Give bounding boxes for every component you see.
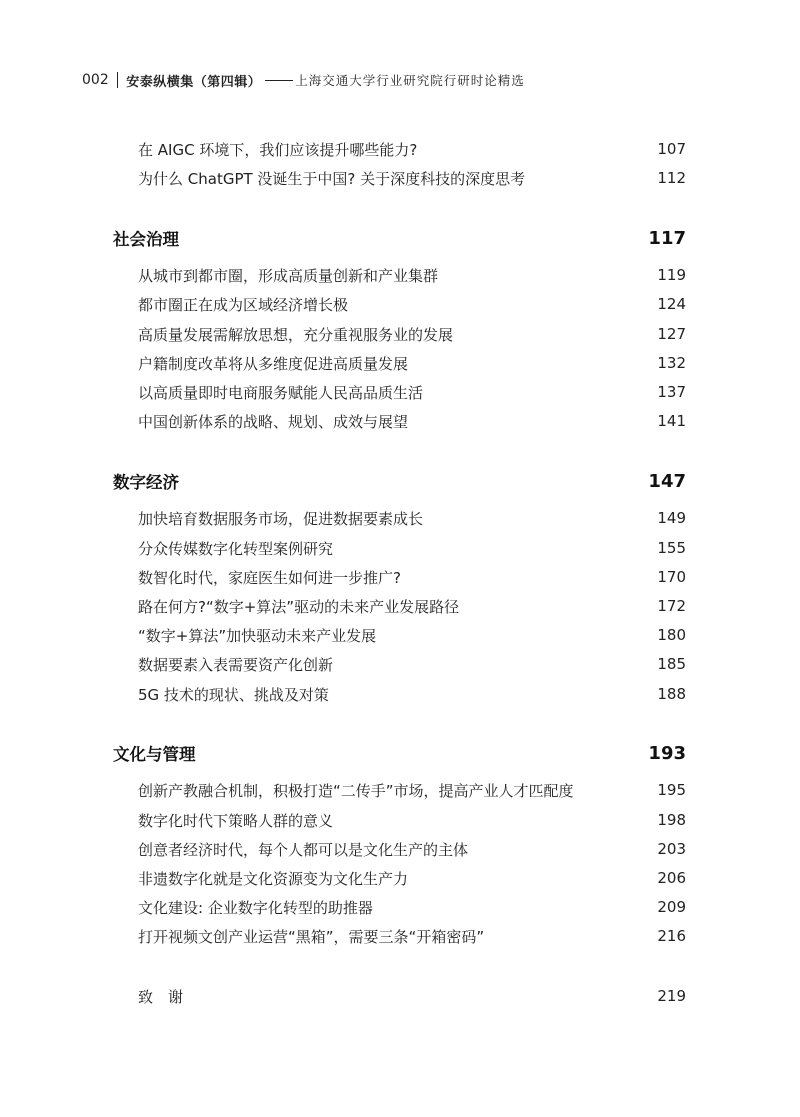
toc-entry[interactable] — [138, 594, 686, 618]
toc-entry-title: 数字化时代下策略人群的意义 — [138, 811, 334, 830]
toc-entry-page: 185 — [657, 655, 686, 673]
section-name: 数字经济 — [113, 473, 179, 492]
toc-entry-page: 112 — [657, 169, 686, 187]
toc-entry-title: 从城市到都市圈，形成高质量创新和产业集群 — [138, 266, 439, 285]
toc-section-heading[interactable] — [113, 739, 686, 767]
page-number: 002 — [82, 72, 109, 88]
toc-entry[interactable] — [138, 837, 686, 861]
toc-entry-title: 数智化时代，家庭医生如何进一步推广? — [138, 568, 401, 587]
toc-entry-page: 107 — [657, 140, 686, 158]
toc-section-heading[interactable] — [113, 467, 686, 495]
toc-entry-title: 分众传媒数字化转型案例研究 — [138, 539, 334, 558]
section-name: 社会治理 — [113, 230, 179, 249]
toc-entry-title: 为什么 ChatGPT 没诞生于中国? 关于深度科技的深度思考 — [138, 169, 526, 188]
toc-entry[interactable] — [138, 506, 686, 530]
toc-entry[interactable] — [138, 924, 686, 948]
toc-entry-page: 219 — [657, 987, 686, 1005]
toc-entry[interactable] — [138, 808, 686, 832]
toc-entry-title: 数据要素入表需要资产化创新 — [138, 655, 334, 674]
toc-entry-title: 创新产教融合机制，积极打造“二传手”市场，提高产业人才匹配度 — [138, 781, 574, 800]
book-title: 安泰纵横集（第四辑） — [126, 74, 262, 90]
toc-entry-title: 创意者经济时代，每个人都可以是文化生产的主体 — [138, 840, 469, 859]
toc-entry-title: 非遗数字化就是文化资源变为文化生产力 — [138, 869, 409, 888]
toc-entry-page: 127 — [657, 325, 686, 343]
toc-entry[interactable] — [138, 623, 686, 647]
toc-entry-page: 141 — [657, 412, 686, 430]
toc-entry-page: 119 — [657, 266, 686, 284]
toc-entry-page: 203 — [657, 840, 686, 858]
section-page: 147 — [648, 470, 686, 492]
toc-entry-page: 172 — [657, 597, 686, 615]
section-name: 文化与管理 — [113, 745, 196, 764]
toc-entry-page: 132 — [657, 354, 686, 372]
header-divider — [117, 72, 119, 88]
toc-entry[interactable] — [138, 778, 686, 802]
toc-entry-page: 198 — [657, 811, 686, 829]
toc-entry-acknowledgement[interactable] — [138, 984, 686, 1008]
toc-entry-title: 加快培育数据服务市场，促进数据要素成长 — [138, 509, 424, 528]
toc-entry-title: 打开视频文创产业运营“黑箱”，需要三条“开箱密码” — [138, 927, 485, 946]
running-header — [82, 70, 525, 90]
toc-entry[interactable] — [138, 895, 686, 919]
toc-entry-title: 中国创新体系的战略、规划、成效与展望 — [138, 412, 409, 431]
toc-entry[interactable] — [138, 409, 686, 433]
toc-section-heading[interactable] — [113, 224, 686, 252]
toc-entry[interactable] — [138, 565, 686, 589]
toc-entry[interactable] — [138, 652, 686, 676]
toc-entry-title: 户籍制度改革将从多维度促进高质量发展 — [138, 354, 409, 373]
toc-entry-title: “数字+算法”加快驱动未来产业发展 — [138, 626, 377, 645]
toc-entry-title: 路在何方?“数字+算法”驱动的未来产业发展路径 — [138, 597, 460, 616]
header-dash — [265, 80, 293, 81]
toc-entry[interactable] — [138, 292, 686, 316]
toc-entry-page: 137 — [657, 383, 686, 401]
section-page: 117 — [648, 227, 686, 249]
toc-entry[interactable] — [138, 322, 686, 346]
toc-entry-page: 155 — [657, 539, 686, 557]
toc-entry-page: 209 — [657, 898, 686, 916]
toc-entry-page: 188 — [657, 685, 686, 703]
toc-entry-page: 149 — [657, 509, 686, 527]
book-subtitle: 上海交通大学行业研究院行研时论精选 — [295, 73, 525, 88]
toc-entry[interactable] — [138, 380, 686, 404]
toc-entry-title: 文化建设: 企业数字化转型的助推器 — [138, 898, 373, 917]
toc-entry[interactable] — [138, 351, 686, 375]
toc-entry[interactable] — [138, 166, 686, 190]
toc-entry-page: 180 — [657, 626, 686, 644]
section-page: 193 — [648, 742, 686, 764]
toc-entry[interactable] — [138, 137, 686, 161]
toc-entry-page: 206 — [657, 869, 686, 887]
toc-entry-title: 以高质量即时电商服务赋能人民高品质生活 — [138, 383, 424, 402]
toc-entry-title: 高质量发展需解放思想，充分重视服务业的发展 — [138, 325, 454, 344]
toc-entry[interactable] — [138, 866, 686, 890]
toc-entry-title: 在 AIGC 环境下，我们应该提升哪些能力? — [138, 140, 418, 159]
toc-entry-title: 5G 技术的现状、挑战及对策 — [138, 685, 329, 704]
toc-entry-page: 170 — [657, 568, 686, 586]
toc-entry[interactable] — [138, 263, 686, 287]
toc-entry-title: 致 谢 — [138, 987, 184, 1006]
toc-entry-page: 216 — [657, 927, 686, 945]
toc-entry-page: 124 — [657, 295, 686, 313]
toc-entry[interactable] — [138, 682, 686, 706]
toc-entry-page: 195 — [657, 781, 686, 799]
toc-entry-title: 都市圈正在成为区域经济增长极 — [138, 295, 349, 314]
toc-entry[interactable] — [138, 536, 686, 560]
